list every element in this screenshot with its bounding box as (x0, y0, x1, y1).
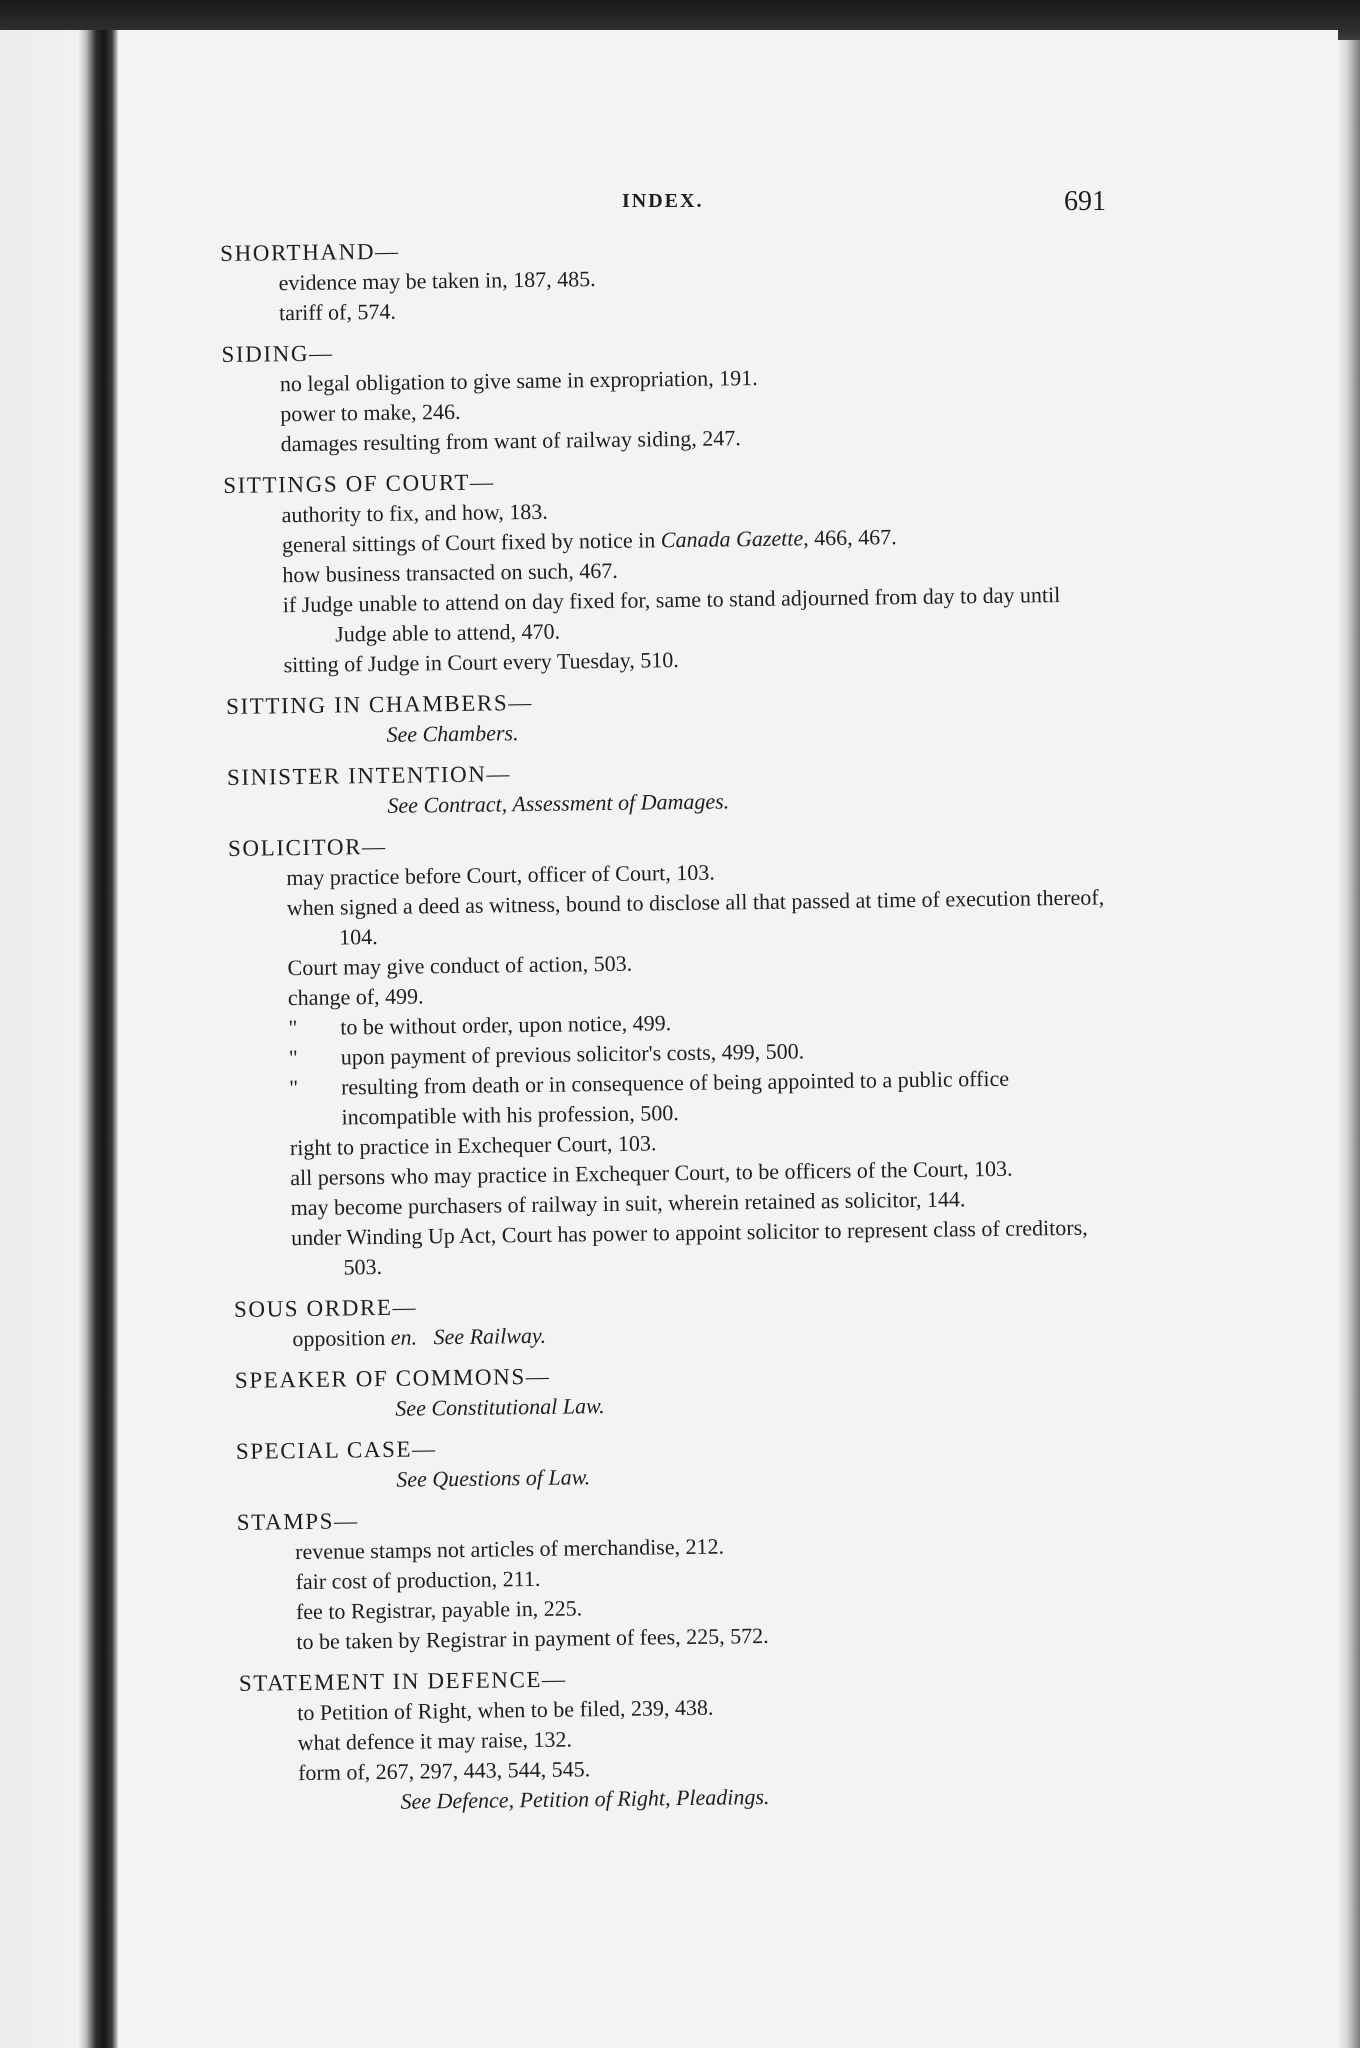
index-entry-special-case (236, 1424, 1117, 1497)
index-entry-shorthand (220, 226, 1101, 329)
line-text: , 466, 467. (803, 524, 897, 551)
entry-heading: STATEMENT IN DEFENCE— (238, 1666, 567, 1696)
entry-line-wrapped: if Judge unable to attend on day fixed for, same to stand adjourned from day to day until Judge able to attend, 470. (282, 582, 1061, 647)
entry-line: what defence it may raise, 132. (297, 1726, 573, 1756)
italic-publication: Canada Gazette (660, 525, 804, 553)
see-reference: See Constitutional Law. (395, 1393, 605, 1421)
entry-line: damages resulting from want of railway siding, 247. (280, 425, 741, 457)
entry-line: change of, 499. (287, 983, 424, 1011)
entry-heading: SPEAKER OF COMMONS— (234, 1363, 551, 1393)
page-number: 691 (1064, 186, 1106, 217)
entry-line: how business transacted on such, 467. (282, 557, 619, 588)
line-text: opposition (292, 1324, 391, 1352)
index-entry-solicitor (228, 821, 1114, 1283)
ditto-mark: " (288, 1075, 299, 1101)
entry-line: right to practice in Exchequer Court, 103. (289, 1130, 657, 1161)
entry-heading: SINISTER INTENTION— (226, 761, 512, 790)
index-entry-stamps (237, 1495, 1119, 1658)
entry-line: to Petition of Right, when to be filed, 239, 438. (297, 1694, 714, 1726)
line-text: to be without order, upon notice, 499. (340, 1010, 672, 1040)
page-header (500, 186, 1140, 226)
index-body (220, 226, 1121, 1828)
index-entry-speaker-of-commons (235, 1353, 1116, 1426)
book-right-edge (1338, 40, 1360, 2048)
entry-heading: SPECIAL CASE— (235, 1436, 437, 1464)
entry-line: fee to Registrar, payable in, 225. (295, 1595, 583, 1625)
entry-line: no legal obligation to give same in expropriation, 191. (279, 364, 758, 397)
entry-line-wrapped: all persons who may practice in Exchequer Court, to be officers of the Court, 103. (290, 1155, 1013, 1191)
entry-line: revenue stamps not articles of merchandise, 212. (295, 1533, 725, 1565)
entry-heading: SITTINGS OF COURT— (223, 469, 495, 498)
line-text: general sittings of Court fixed by notice in (281, 527, 661, 558)
entry-heading: SITTING IN CHAMBERS— (225, 689, 534, 719)
entry-line: form of, 267, 297, 443, 544, 545. (297, 1756, 591, 1786)
index-entry-sinister-intention (227, 750, 1108, 823)
see-reference: See Defence, Petition of Right, Pleadings. (400, 1783, 770, 1814)
italic-term: en. (390, 1324, 418, 1350)
ditto-mark: " (288, 1045, 298, 1071)
line-text: resulting from death or in consequence of being appointed to a public office incompatible with his profession, 500. (340, 1065, 1010, 1130)
index-entry-sittings-of-court (223, 458, 1106, 681)
entry-heading: SHORTHAND— (220, 238, 400, 266)
book-spine-gutter (0, 30, 118, 2048)
entry-heading: SOLICITOR— (227, 833, 387, 861)
see-reference: See Questions of Law. (396, 1464, 591, 1492)
entry-heading: STAMPS— (236, 1508, 359, 1535)
entry-line: authority to fix, and how, 183. (281, 498, 548, 528)
see-reference: See Contract, Assessment of Damages. (387, 788, 730, 818)
entry-heading: SIDING— (221, 340, 334, 367)
entry-line: fair cost of production, 211. (295, 1565, 541, 1595)
entry-line: power to make, 246. (280, 398, 461, 427)
index-entry-sitting-in-chambers (226, 679, 1107, 752)
entry-line: Court may give conduct of action, 503. (287, 950, 633, 981)
entry-line-wrapped: may become purchasers of railway in suit, wherein retained as solicitor, 144. (290, 1186, 966, 1221)
index-entry-siding (221, 327, 1103, 460)
ditto-mark: " (288, 1015, 298, 1041)
entry-heading: SOUS ORDRE— (233, 1294, 418, 1322)
index-entry-sous-ordre (234, 1282, 1115, 1355)
entry-line: evidence may be taken in, 187, 485. (278, 266, 596, 296)
line-text: upon payment of previous solicitor's costs, 499, 500. (340, 1038, 805, 1070)
see-reference: See Chambers. (386, 720, 519, 747)
entry-line: tariff of, 574. (278, 298, 397, 326)
index-entry-statement-in-defence (239, 1656, 1121, 1819)
entry-line: may practice before Court, officer of Court, 103. (286, 859, 715, 891)
entry-line-wrapped: under Winding Up Act, Court has power to appoint solicitor to represent class of creditors, 503. (290, 1214, 1088, 1280)
see-reference: See Railway. (433, 1322, 547, 1350)
entry-line-wrapped: when signed a deed as witness, bound to disclose all that passed at time of execution thereof, 104. (286, 884, 1105, 950)
running-head: INDEX. (622, 190, 704, 212)
entry-line: to be taken by Registrar in payment of fees, 225, 572. (296, 1622, 769, 1655)
entry-line: sitting of Judge in Court every Tuesday, 510. (283, 647, 679, 678)
